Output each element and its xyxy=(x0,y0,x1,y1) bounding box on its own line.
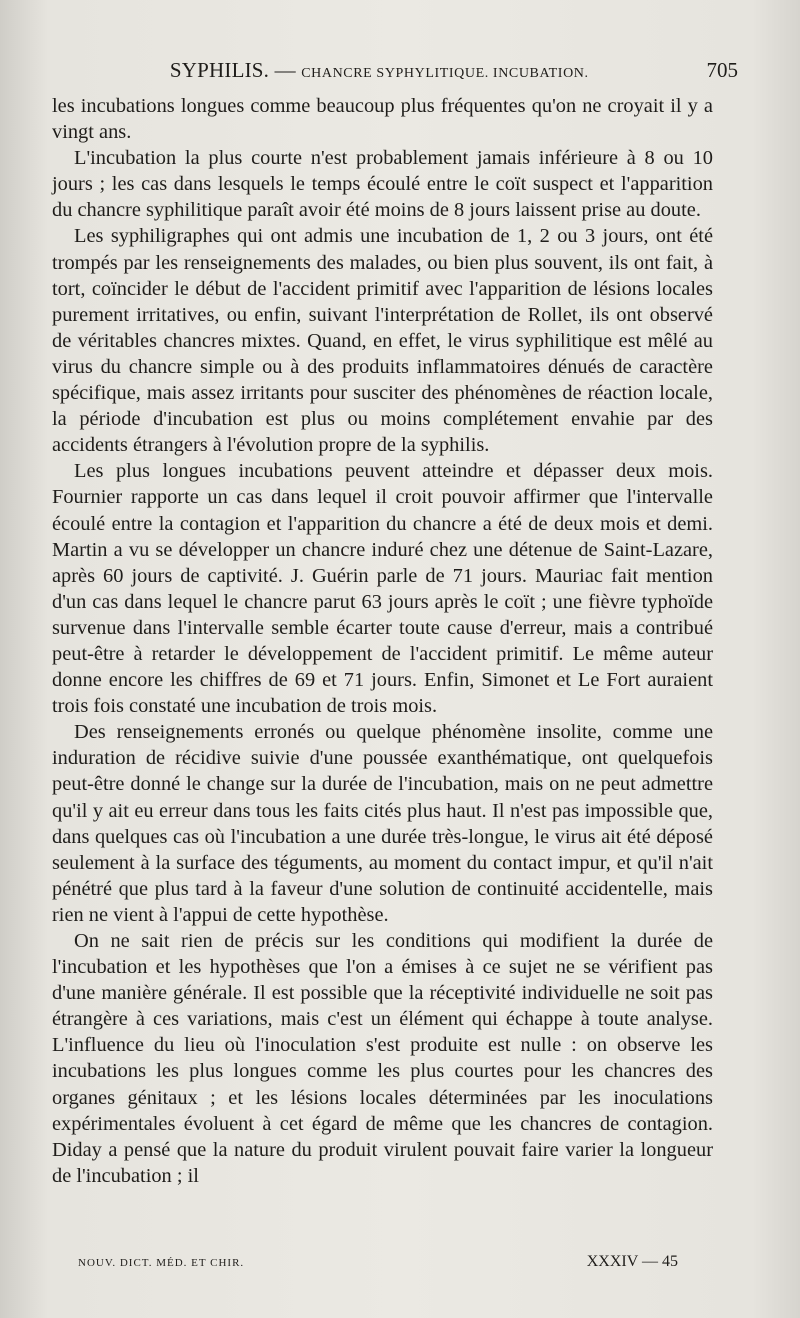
paragraph-4: Les plus longues incubations peuvent atteindre et dépasser deux mois. Fournier rapporte un cas dans lequel il croit pouvoir affirmer que l'intervalle écoulé entre la contagion et l'apparition du chancre a été de deux mois et demi. Martin a vu se développer un chancre induré chez une détenue de Saint-Lazare, après 60 jours de captivité. J. Guérin parle de 71 jours. Mauriac fait mention d'un cas dans lequel le chancre parut 63 jours après le coït ; une fièvre typhoïde survenue dans l'intervalle semble écarter toute cause d'erreur, mais a contribué peut-être à retarder le développement de l'accident primitif. Le même auteur donne encore les chiffres de 69 et 71 jours. Enfin, Simonet et Le Fort auraient trois fois constaté une incubation de trois mois. xyxy=(52,460,713,718)
header-dash: — xyxy=(274,58,296,82)
page-number: 705 xyxy=(706,58,738,82)
footer-signature: XXXIV — 45 xyxy=(586,1253,678,1270)
header-subtitle: CHANCRE SYPHYLITIQUE. INCUBATION. xyxy=(301,66,589,81)
running-header xyxy=(52,58,738,88)
paragraph-1: les incubations longues comme beaucoup plus fréquentes qu'on ne croyait il y a vingt ans. xyxy=(52,95,713,144)
paragraph-2: L'incubation la plus courte n'est probablement jamais inférieure à 8 ou 10 jours ; les cas dans lesquels le temps écoulé entre le coït suspect et l'apparition du chancre syphilitique paraît avoir été moins de 8 jours laissent prise au doute. xyxy=(52,147,713,222)
paragraph-6: On ne sait rien de précis sur les conditions qui modifient la durée de l'incubation et les hypothèses que l'on a émises à ce sujet ne se vérifient pas d'une manière générale. Il est possible que la réceptivité individuelle ne soit pas étrangère à ces variations, mais c'est un élément qui échappe à toute analyse. L'influence du lieu où l'inoculation s'est produite est nulle : on observe les incubations les plus longues comme les plus courtes pour les chancres des organes génitaux ; et les lésions locales déterminées par les inoculations expérimentales évoluent à cet égard de même que les chancres de contagion. Diday a pensé que la nature du produit virulent pouvait faire varier la longueur de l'incubation ; il xyxy=(52,930,713,1187)
body-text xyxy=(52,93,713,1189)
header-title: SYPHILIS. xyxy=(169,58,270,82)
running-title xyxy=(52,58,707,83)
paragraph-5: Des renseignements erronés ou quelque phénomène insolite, comme une induration de récidive suivie d'une poussée exanthématique, ont quelquefois peut-être donné le change sur la durée de l'incubation, mais on ne peut admettre qu'il y ait eu erreur dans tous les faits cités plus haut. Il n'est pas impossible que, dans quelques cas où l'incubation a une durée très-longue, le virus ait été déposé seulement à la surface des téguments, au moment du contact impur, et qu'il n'ait pénétré que plus tard à la faveur d'une solution de continuité accidentelle, mais rien ne vient à l'appui de cette hypothèse. xyxy=(52,721,713,926)
paragraph-3: Les syphiligraphes qui ont admis une incubation de 1, 2 ou 3 jours, ont été trompés par les renseignements des malades, ou bien plus souvent, ils ont fait, à tort, coïncider le début de l'accident primitif avec l'apparition de lésions locales purement irritatives, ou enfin, suivant l'interprétation de Rollet, ils ont observé de véritables chancres mixtes. Quand, en effet, le virus syphilitique est mêlé au virus du chancre simple ou à des produits inflammatoires dénués de caractère spécifique, mais assez irritants pour susciter des phénomènes de réaction locale, la période d'incubation est plus ou moins complétement envahie par des accidents étrangers à l'évolution propre de la syphilis. xyxy=(52,225,713,457)
footer-publication: NOUV. DICT. MÉD. ET CHIR. xyxy=(78,1257,245,1269)
page-footer xyxy=(78,1253,678,1271)
